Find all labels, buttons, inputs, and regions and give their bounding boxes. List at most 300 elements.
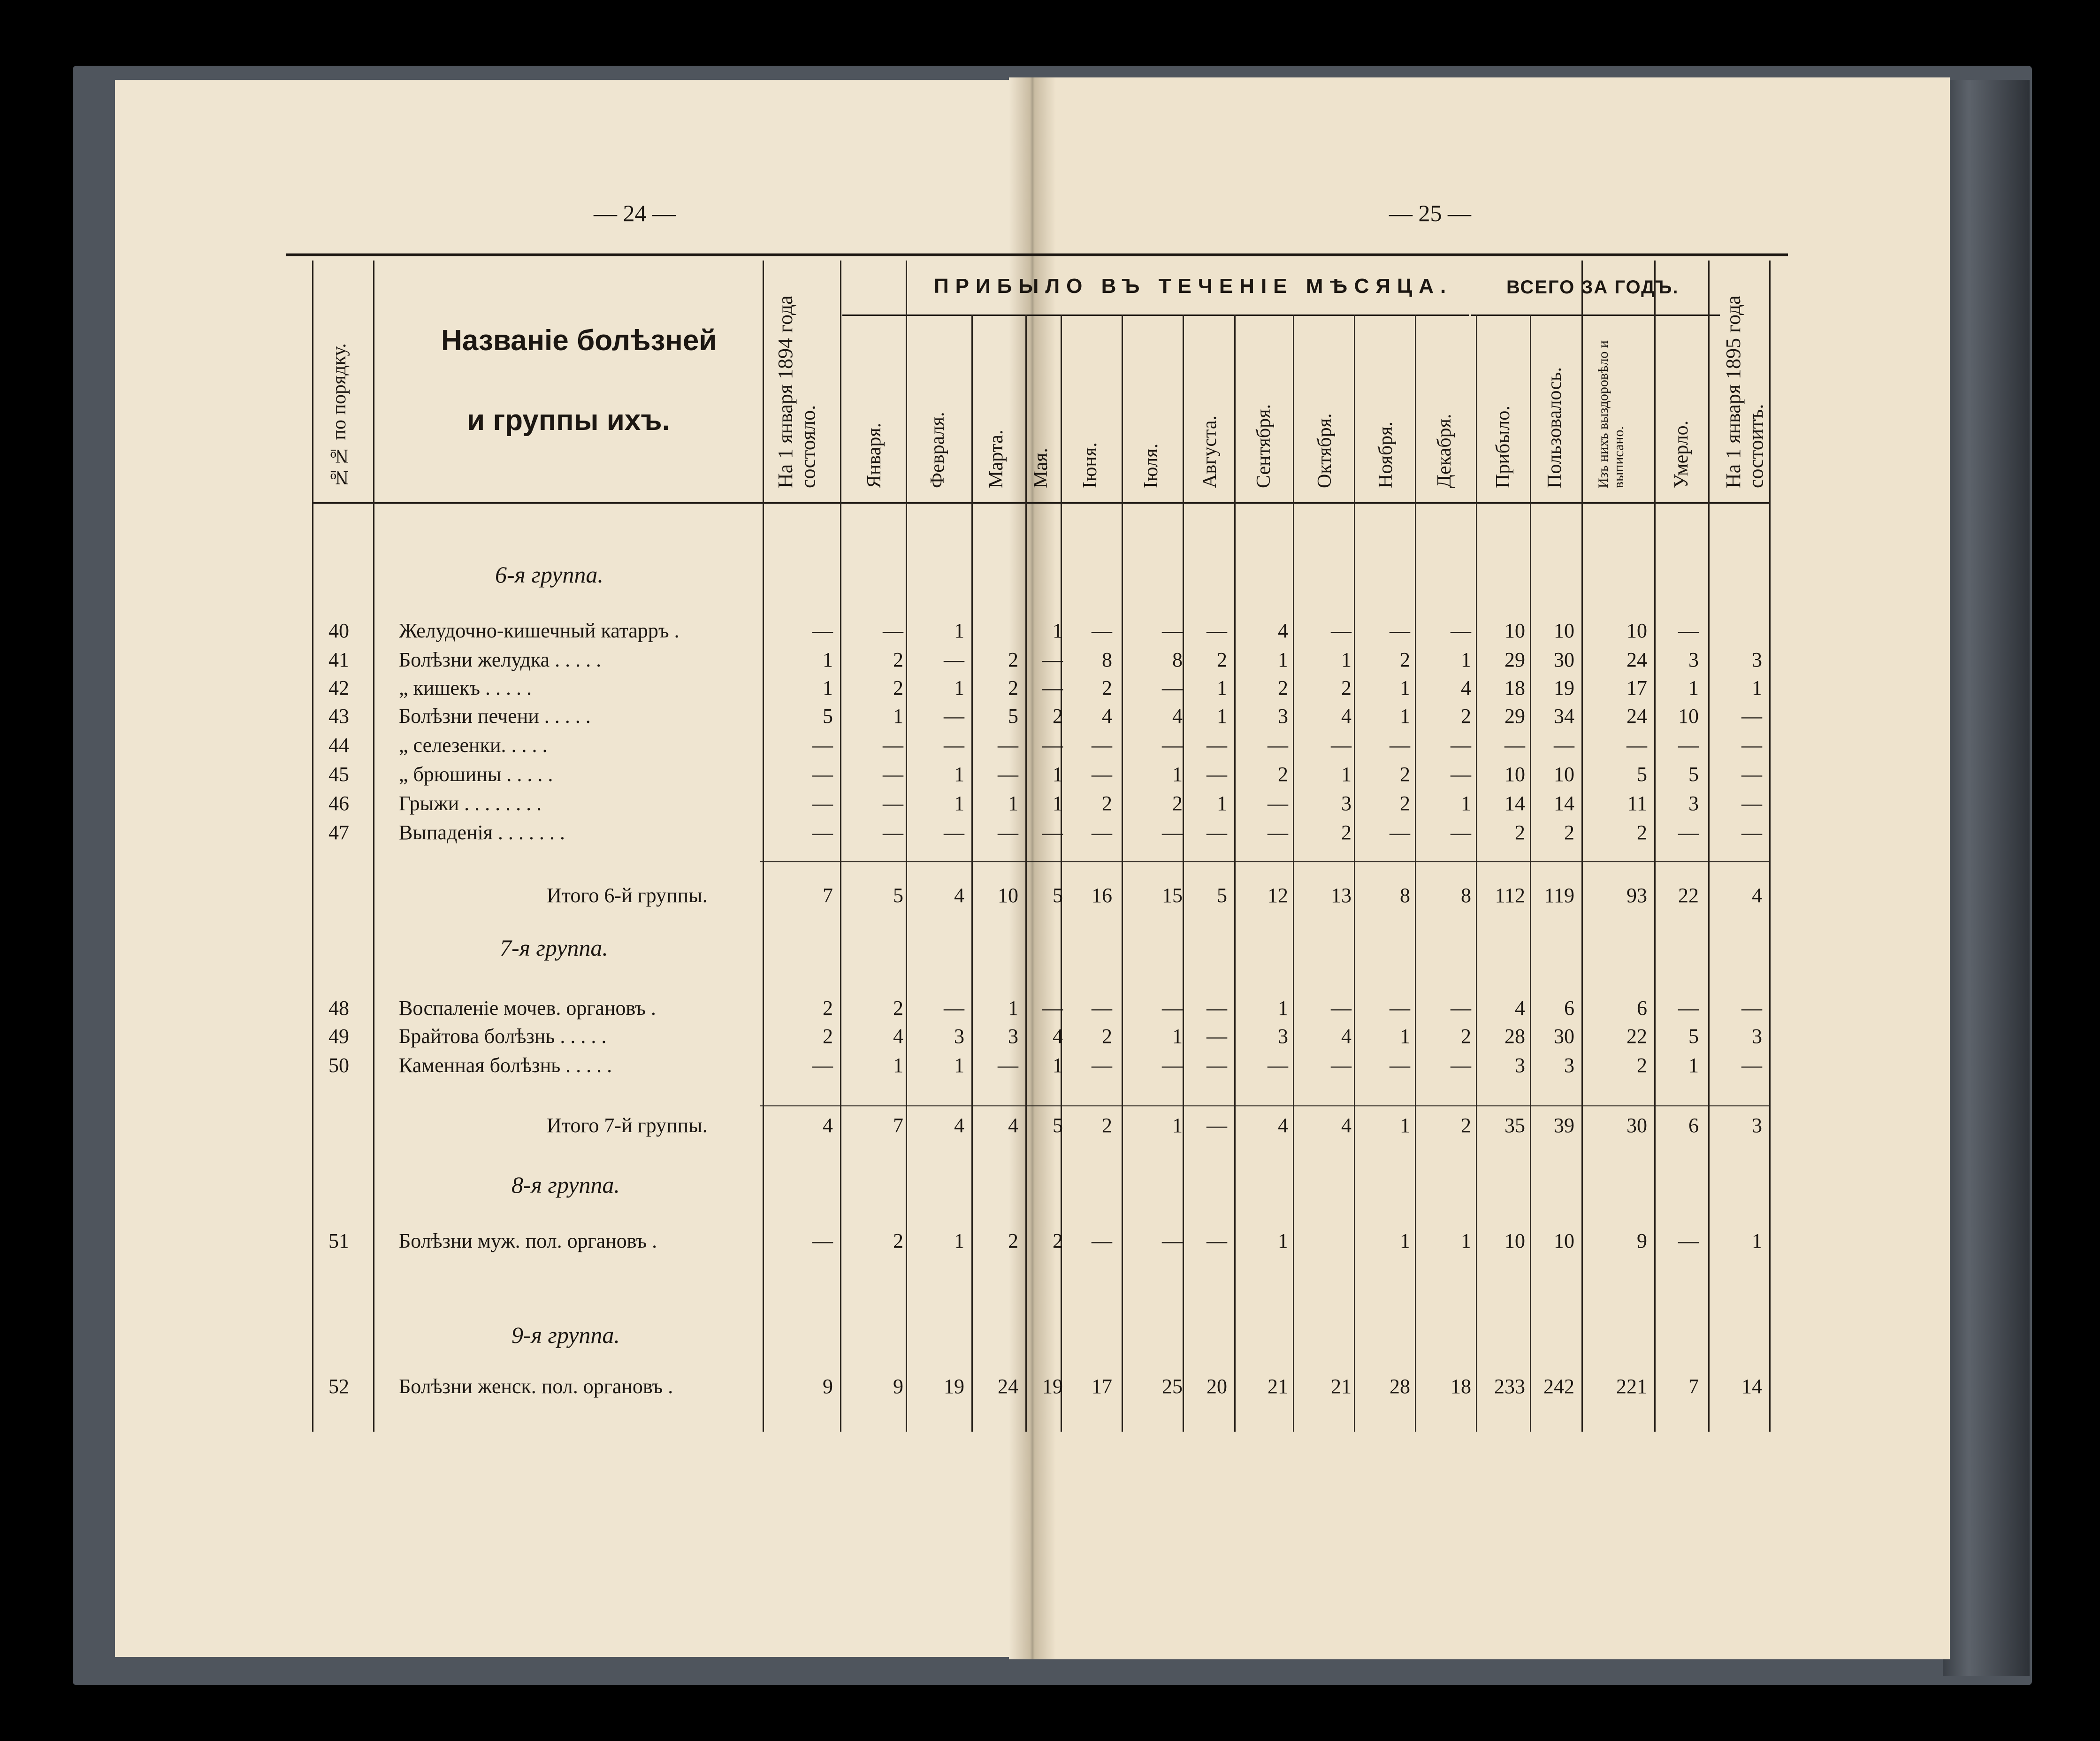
value-cell: 3 bbox=[1688, 648, 1699, 671]
row-number: 48 bbox=[328, 997, 349, 1020]
value-cell: 2 bbox=[1053, 705, 1063, 728]
group-heading-7: 7-я группа. bbox=[500, 935, 608, 961]
column-rule bbox=[1061, 314, 1062, 1432]
disease-name: „ брюшины . . . . . bbox=[399, 763, 553, 786]
header-title-line2: и группы ихъ. bbox=[467, 404, 670, 437]
value-cell: 1 bbox=[1341, 648, 1352, 671]
value-cell: 2 bbox=[1461, 1114, 1471, 1137]
disease-name: Болѣзни желудка . . . . . bbox=[399, 648, 602, 671]
value-cell: 1 bbox=[954, 676, 964, 699]
value-cell: — bbox=[1162, 997, 1183, 1020]
value-cell: 1 bbox=[1752, 1229, 1762, 1252]
value-cell: — bbox=[1092, 734, 1112, 757]
year-header-rule bbox=[1471, 314, 1720, 316]
value-cell: 2 bbox=[1461, 1025, 1471, 1048]
value-cell: — bbox=[1042, 648, 1063, 671]
value-cell: 93 bbox=[1627, 884, 1647, 907]
value-cell: — bbox=[1162, 1054, 1183, 1077]
value-cell: — bbox=[1390, 997, 1410, 1020]
value-cell: 1 bbox=[1752, 676, 1762, 699]
row-number: 52 bbox=[328, 1375, 349, 1398]
page-number-left: — 24 — bbox=[594, 200, 676, 226]
value-cell: — bbox=[1207, 734, 1227, 757]
value-cell: 7 bbox=[1688, 1375, 1699, 1398]
value-cell: 119 bbox=[1544, 884, 1574, 907]
value-cell: 1 bbox=[1400, 1229, 1410, 1252]
value-cell: 5 bbox=[1217, 884, 1227, 907]
group-heading-6: 6-я группа. bbox=[495, 561, 603, 588]
table-top-rule bbox=[286, 253, 1788, 256]
value-cell: — bbox=[1268, 821, 1288, 844]
value-cell: — bbox=[1741, 792, 1762, 815]
row-number: 43 bbox=[328, 705, 349, 728]
value-cell: 9 bbox=[1637, 1229, 1647, 1252]
header-total-4: Умерло. bbox=[1671, 420, 1692, 488]
value-cell: — bbox=[1331, 997, 1352, 1020]
header-month-8: Сентября. bbox=[1253, 404, 1275, 488]
value-cell: 4 bbox=[1515, 997, 1525, 1020]
value-cell: 9 bbox=[823, 1375, 833, 1398]
row-number: 44 bbox=[328, 734, 349, 757]
value-cell: 2 bbox=[1102, 1114, 1112, 1137]
value-cell: 1 bbox=[823, 648, 833, 671]
value-cell: — bbox=[1678, 1229, 1699, 1252]
value-cell: 10 bbox=[1504, 619, 1525, 642]
value-cell: 1 bbox=[1400, 676, 1410, 699]
value-cell: — bbox=[998, 1054, 1018, 1077]
value-cell: — bbox=[812, 734, 833, 757]
header-month-6: Іюля. bbox=[1140, 443, 1162, 488]
value-cell: 242 bbox=[1543, 1375, 1574, 1398]
value-cell: — bbox=[1451, 763, 1471, 786]
value-cell: 1 bbox=[1053, 763, 1063, 786]
value-cell: 1 bbox=[1217, 676, 1227, 699]
value-cell: 3 bbox=[1278, 705, 1288, 728]
value-cell: 18 bbox=[1451, 1375, 1471, 1398]
value-cell: 1 bbox=[1461, 648, 1471, 671]
value-cell: — bbox=[1207, 763, 1227, 786]
disease-name: Болѣзни муж. пол. органовъ . bbox=[399, 1229, 657, 1252]
value-cell: 4 bbox=[1278, 1114, 1288, 1137]
value-cell: 1 bbox=[1688, 676, 1699, 699]
value-cell: 24 bbox=[1627, 705, 1647, 728]
value-cell: 2 bbox=[1172, 792, 1183, 815]
row-number: 42 bbox=[328, 676, 349, 699]
value-cell: 3 bbox=[1008, 1025, 1018, 1048]
value-cell: — bbox=[1092, 619, 1112, 642]
value-cell: 1 bbox=[1461, 792, 1471, 815]
value-cell: 34 bbox=[1554, 705, 1574, 728]
value-cell: 2 bbox=[1102, 676, 1112, 699]
value-cell: 16 bbox=[1092, 884, 1112, 907]
value-cell: 24 bbox=[1627, 648, 1647, 671]
disease-name: Болѣзни женск. пол. органовъ . bbox=[399, 1375, 673, 1398]
value-cell: 14 bbox=[1741, 1375, 1762, 1398]
value-cell: — bbox=[1678, 997, 1699, 1020]
value-cell: — bbox=[1207, 619, 1227, 642]
value-cell: 2 bbox=[1341, 821, 1352, 844]
row-number: 51 bbox=[328, 1229, 349, 1252]
value-cell: 4 bbox=[954, 884, 964, 907]
column-rule bbox=[1025, 314, 1027, 1432]
header-month-11: Декабря. bbox=[1434, 414, 1455, 488]
value-cell: 4 bbox=[823, 1114, 833, 1137]
value-cell: 10 bbox=[1678, 705, 1699, 728]
value-cell: — bbox=[1390, 619, 1410, 642]
value-cell: — bbox=[1042, 821, 1063, 844]
column-rule bbox=[1654, 261, 1656, 1432]
value-cell: 5 bbox=[823, 705, 833, 728]
row-number: 47 bbox=[328, 821, 349, 844]
value-cell: 7 bbox=[823, 884, 833, 907]
value-cell: 1 bbox=[1688, 1054, 1699, 1077]
value-cell: 1 bbox=[954, 1054, 964, 1077]
value-cell: — bbox=[1092, 821, 1112, 844]
page-number-right: — 25 — bbox=[1389, 200, 1471, 226]
value-cell: 20 bbox=[1207, 1375, 1227, 1398]
value-cell: 2 bbox=[1400, 792, 1410, 815]
disease-name: Воспаленіе мочев. органовъ . bbox=[399, 997, 656, 1020]
value-cell: 19 bbox=[1554, 676, 1574, 699]
value-cell: 4 bbox=[1341, 1114, 1352, 1137]
value-cell: 8 bbox=[1102, 648, 1112, 671]
value-cell: — bbox=[883, 734, 903, 757]
value-cell: 15 bbox=[1162, 884, 1183, 907]
header-bottom-rule bbox=[312, 502, 1769, 504]
disease-name: Каменная болѣзнь . . . . . bbox=[399, 1054, 612, 1077]
value-cell: 1 bbox=[893, 705, 903, 728]
value-cell: — bbox=[1678, 821, 1699, 844]
header-month-10: Ноября. bbox=[1375, 421, 1397, 488]
value-cell: — bbox=[1678, 619, 1699, 642]
value-cell: — bbox=[1042, 734, 1063, 757]
value-cell: — bbox=[1451, 734, 1471, 757]
value-cell: 1 bbox=[1172, 1114, 1183, 1137]
value-cell: 4 bbox=[1341, 705, 1352, 728]
value-cell: 7 bbox=[893, 1114, 903, 1137]
value-cell: — bbox=[812, 763, 833, 786]
value-cell: 2 bbox=[823, 997, 833, 1020]
column-rule bbox=[1476, 314, 1477, 1432]
value-cell: 17 bbox=[1092, 1375, 1112, 1398]
value-cell: 2 bbox=[893, 1229, 903, 1252]
value-cell: — bbox=[1504, 734, 1525, 757]
value-cell: 18 bbox=[1504, 676, 1525, 699]
value-cell: — bbox=[1331, 619, 1352, 642]
column-rule bbox=[1293, 314, 1294, 1432]
value-cell: 8 bbox=[1400, 884, 1410, 907]
column-rule bbox=[763, 261, 764, 1432]
value-cell: 10 bbox=[1627, 619, 1647, 642]
value-cell: 3 bbox=[1752, 1114, 1762, 1137]
header-total-1: Прибыло. bbox=[1492, 406, 1514, 488]
value-cell: 2 bbox=[1008, 676, 1018, 699]
disease-name: „ кишекъ . . . . . bbox=[399, 676, 532, 699]
value-cell: 1 bbox=[1008, 997, 1018, 1020]
value-cell: — bbox=[1207, 997, 1227, 1020]
value-cell: 2 bbox=[1400, 763, 1410, 786]
month-header-rule bbox=[842, 314, 1469, 316]
value-cell: 3 bbox=[1564, 1054, 1574, 1077]
value-cell: — bbox=[1268, 734, 1288, 757]
subtotal-rule-6 bbox=[760, 861, 1769, 862]
value-cell: 2 bbox=[1008, 1229, 1018, 1252]
value-cell: 1 bbox=[1053, 1054, 1063, 1077]
value-cell: 3 bbox=[1278, 1025, 1288, 1048]
value-cell: — bbox=[1451, 1054, 1471, 1077]
value-cell: 1 bbox=[1008, 792, 1018, 815]
value-cell: — bbox=[944, 997, 964, 1020]
value-cell: — bbox=[1331, 1054, 1352, 1077]
header-end-count: На 1 января 1895 года состоитъ. bbox=[1722, 295, 1768, 488]
disease-name: „ селезенки. . . . . bbox=[399, 734, 548, 757]
value-cell: 2 bbox=[1515, 821, 1525, 844]
value-cell: 1 bbox=[1400, 705, 1410, 728]
value-cell: 1 bbox=[1217, 792, 1227, 815]
disease-name: Выпаденія . . . . . . . bbox=[399, 821, 565, 844]
value-cell: 6 bbox=[1637, 997, 1647, 1020]
value-cell: — bbox=[883, 763, 903, 786]
value-cell: 2 bbox=[1400, 648, 1410, 671]
column-rule bbox=[1234, 314, 1236, 1432]
value-cell: 2 bbox=[893, 997, 903, 1020]
value-cell: 30 bbox=[1554, 1025, 1574, 1048]
value-cell: — bbox=[1268, 792, 1288, 815]
value-cell: — bbox=[1741, 763, 1762, 786]
value-cell: — bbox=[1162, 619, 1183, 642]
value-cell: 1 bbox=[1278, 1229, 1288, 1252]
value-cell: 1 bbox=[1172, 763, 1183, 786]
value-cell: 4 bbox=[1341, 1025, 1352, 1048]
value-cell: 10 bbox=[1554, 619, 1574, 642]
value-cell: 22 bbox=[1678, 884, 1699, 907]
header-total-3: Изъ нихъ выздоровѣло и выписано. bbox=[1596, 340, 1627, 488]
value-cell: 35 bbox=[1504, 1114, 1525, 1137]
value-cell: 2 bbox=[1637, 1054, 1647, 1077]
column-rule bbox=[1708, 261, 1710, 1432]
value-cell: 2 bbox=[823, 1025, 833, 1048]
value-cell: — bbox=[1390, 821, 1410, 844]
value-cell: 4 bbox=[1172, 705, 1183, 728]
value-cell: 5 bbox=[1053, 1114, 1063, 1137]
row-number: 46 bbox=[328, 792, 349, 815]
group-total-label: Итого 7-й группы. bbox=[547, 1114, 708, 1137]
value-cell: — bbox=[1207, 1025, 1227, 1048]
column-rule bbox=[971, 314, 973, 1432]
value-cell: 1 bbox=[1217, 705, 1227, 728]
value-cell: 2 bbox=[893, 676, 903, 699]
value-cell: — bbox=[1207, 821, 1227, 844]
subtotal-rule-7 bbox=[760, 1105, 1769, 1106]
value-cell: 2 bbox=[1637, 821, 1647, 844]
value-cell: 3 bbox=[1752, 1025, 1762, 1048]
value-cell: 2 bbox=[1217, 648, 1227, 671]
disease-name: Грыжи . . . . . . . . bbox=[399, 792, 542, 815]
value-cell: — bbox=[883, 792, 903, 815]
value-cell: 4 bbox=[1278, 619, 1288, 642]
value-cell: — bbox=[1678, 734, 1699, 757]
value-cell: — bbox=[998, 763, 1018, 786]
value-cell: 10 bbox=[1504, 1229, 1525, 1252]
group-total-label: Итого 6-й группы. bbox=[547, 884, 708, 907]
value-cell: 4 bbox=[1461, 676, 1471, 699]
row-number: 40 bbox=[328, 619, 349, 642]
column-rule bbox=[1183, 314, 1184, 1432]
header-month-5: Іюня. bbox=[1079, 442, 1101, 488]
value-cell: 28 bbox=[1390, 1375, 1410, 1398]
value-cell: — bbox=[812, 619, 833, 642]
header-month-7: Августа. bbox=[1199, 415, 1221, 488]
value-cell: 5 bbox=[1637, 763, 1647, 786]
header-month-banner: ПРИБЫЛО ВЪ ТЕЧЕНІЕ МѢСЯЦА. bbox=[934, 275, 1453, 298]
value-cell: — bbox=[1207, 1114, 1227, 1137]
value-cell: — bbox=[1331, 734, 1352, 757]
value-cell: — bbox=[1741, 1054, 1762, 1077]
value-cell: — bbox=[1741, 734, 1762, 757]
value-cell: 2 bbox=[1053, 1229, 1063, 1252]
value-cell: 233 bbox=[1494, 1375, 1525, 1398]
value-cell: 29 bbox=[1504, 705, 1525, 728]
value-cell: — bbox=[812, 792, 833, 815]
value-cell: 1 bbox=[1400, 1025, 1410, 1048]
value-cell: 21 bbox=[1268, 1375, 1288, 1398]
value-cell: 39 bbox=[1554, 1114, 1574, 1137]
value-cell: 1 bbox=[1461, 1229, 1471, 1252]
value-cell: — bbox=[1092, 997, 1112, 1020]
value-cell: 1 bbox=[954, 792, 964, 815]
value-cell: 2 bbox=[1461, 705, 1471, 728]
value-cell: — bbox=[1741, 705, 1762, 728]
value-cell: 11 bbox=[1627, 792, 1647, 815]
column-rule bbox=[906, 261, 907, 1432]
value-cell: 5 bbox=[893, 884, 903, 907]
value-cell: — bbox=[1451, 821, 1471, 844]
value-cell: — bbox=[812, 1054, 833, 1077]
value-cell: 30 bbox=[1627, 1114, 1647, 1137]
value-cell: — bbox=[1162, 676, 1183, 699]
column-rule bbox=[373, 261, 374, 1432]
value-cell: — bbox=[1741, 821, 1762, 844]
column-rule bbox=[1530, 314, 1531, 1432]
value-cell: — bbox=[944, 705, 964, 728]
value-cell: 30 bbox=[1554, 648, 1574, 671]
value-cell: 14 bbox=[1554, 792, 1574, 815]
value-cell: 9 bbox=[893, 1375, 903, 1398]
value-cell: 17 bbox=[1627, 676, 1647, 699]
value-cell: — bbox=[1042, 997, 1063, 1020]
value-cell: 2 bbox=[1278, 676, 1288, 699]
value-cell: 1 bbox=[1278, 648, 1288, 671]
group-heading-8: 8-я группа. bbox=[512, 1172, 620, 1198]
value-cell: 2 bbox=[1102, 792, 1112, 815]
value-cell: 25 bbox=[1162, 1375, 1183, 1398]
value-cell: — bbox=[998, 821, 1018, 844]
column-rule bbox=[1581, 261, 1583, 1432]
value-cell: — bbox=[1092, 1054, 1112, 1077]
value-cell: 5 bbox=[1688, 1025, 1699, 1048]
value-cell: 4 bbox=[1102, 705, 1112, 728]
value-cell: 1 bbox=[823, 676, 833, 699]
row-number: 49 bbox=[328, 1025, 349, 1048]
value-cell: 2 bbox=[1278, 763, 1288, 786]
header-month-9: Октября. bbox=[1314, 413, 1336, 488]
value-cell: 3 bbox=[954, 1025, 964, 1048]
value-cell: 19 bbox=[944, 1375, 964, 1398]
value-cell: 24 bbox=[998, 1375, 1018, 1398]
value-cell: — bbox=[1741, 997, 1762, 1020]
row-number: 50 bbox=[328, 1054, 349, 1077]
header-month-4: Мая. bbox=[1030, 448, 1052, 488]
header-title-line1: Названіе болѣзней bbox=[441, 324, 717, 357]
header-month-1: Января. bbox=[863, 422, 885, 488]
value-cell: 28 bbox=[1504, 1025, 1525, 1048]
value-cell: 2 bbox=[1341, 676, 1352, 699]
column-rule bbox=[840, 261, 841, 1432]
value-cell: 21 bbox=[1331, 1375, 1352, 1398]
value-cell: — bbox=[812, 1229, 833, 1252]
value-cell: 4 bbox=[893, 1025, 903, 1048]
column-rule bbox=[1354, 314, 1355, 1432]
value-cell: — bbox=[1554, 734, 1574, 757]
header-year-banner: ВСЕГО ЗА ГОДЪ. bbox=[1506, 277, 1679, 298]
value-cell: 12 bbox=[1268, 884, 1288, 907]
value-cell: — bbox=[944, 734, 964, 757]
header-month-2: Февраля. bbox=[927, 412, 948, 488]
value-cell: 1 bbox=[893, 1054, 903, 1077]
value-cell: 1 bbox=[1400, 1114, 1410, 1137]
column-rule bbox=[312, 261, 313, 1432]
header-row-number: №№ по порядку. bbox=[328, 343, 350, 488]
value-cell: — bbox=[1268, 1054, 1288, 1077]
header-month-3: Марта. bbox=[985, 429, 1007, 488]
group-heading-9: 9-я группа. bbox=[512, 1322, 620, 1348]
value-cell: — bbox=[1451, 997, 1471, 1020]
value-cell: 10 bbox=[998, 884, 1018, 907]
value-cell: 6 bbox=[1688, 1114, 1699, 1137]
value-cell: 2 bbox=[1564, 821, 1574, 844]
row-number: 41 bbox=[328, 648, 349, 671]
disease-name: Желудочно-кишечный катарръ . bbox=[399, 619, 680, 642]
value-cell: 4 bbox=[1752, 884, 1762, 907]
value-cell: 5 bbox=[1053, 884, 1063, 907]
value-cell: 14 bbox=[1504, 792, 1525, 815]
value-cell: — bbox=[944, 821, 964, 844]
value-cell: 19 bbox=[1042, 1375, 1063, 1398]
value-cell: 5 bbox=[1008, 705, 1018, 728]
value-cell: — bbox=[1390, 734, 1410, 757]
value-cell: — bbox=[998, 734, 1018, 757]
value-cell: — bbox=[883, 821, 903, 844]
value-cell: 3 bbox=[1688, 792, 1699, 815]
value-cell: 4 bbox=[954, 1114, 964, 1137]
value-cell: 1 bbox=[1172, 1025, 1183, 1048]
header-total-2: Пользовалось. bbox=[1544, 367, 1565, 488]
value-cell: 4 bbox=[1053, 1025, 1063, 1048]
value-cell: — bbox=[1390, 1054, 1410, 1077]
value-cell: — bbox=[1092, 1229, 1112, 1252]
header-start-count: На 1 января 1894 года состояло. bbox=[774, 295, 820, 488]
value-cell: 10 bbox=[1554, 763, 1574, 786]
value-cell: 1 bbox=[954, 619, 964, 642]
value-cell: 3 bbox=[1341, 792, 1352, 815]
value-cell: 2 bbox=[893, 648, 903, 671]
value-cell: 13 bbox=[1331, 884, 1352, 907]
value-cell: 8 bbox=[1461, 884, 1471, 907]
value-cell: — bbox=[944, 648, 964, 671]
value-cell: 3 bbox=[1752, 648, 1762, 671]
value-cell: — bbox=[1207, 1054, 1227, 1077]
value-cell: — bbox=[1162, 1229, 1183, 1252]
